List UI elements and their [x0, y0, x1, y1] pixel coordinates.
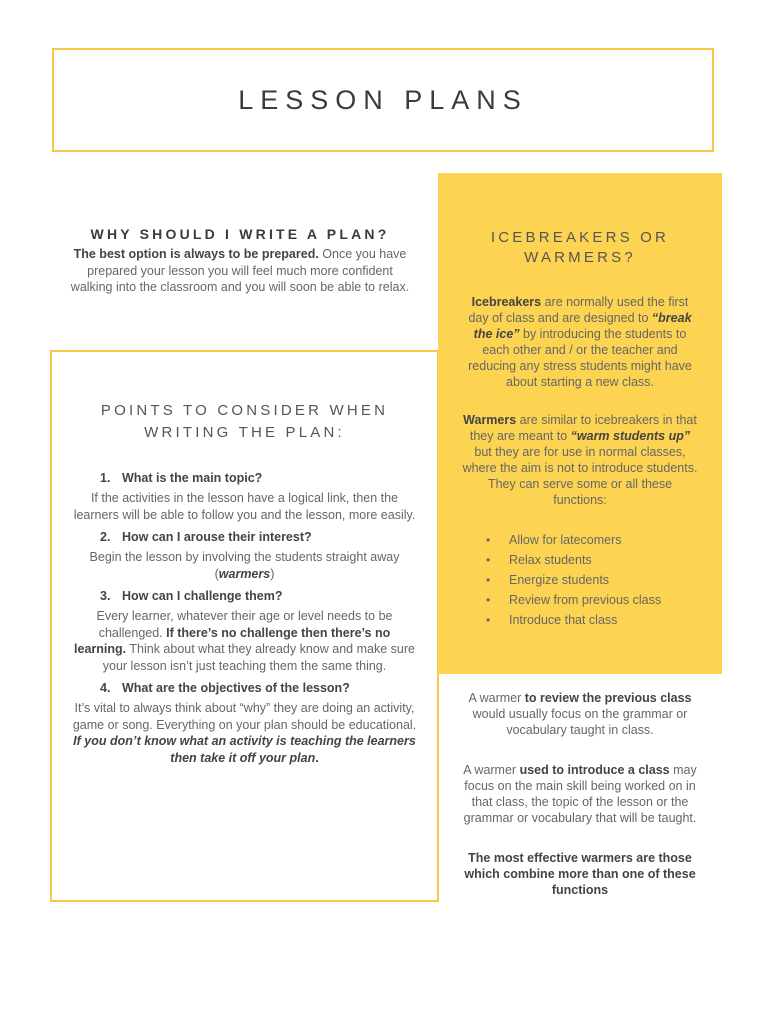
- why-bold: The best option is always to be prepared.: [73, 247, 319, 261]
- question-4-text: What are the objectives of the lesson?: [122, 681, 350, 695]
- icebreakers-text-a: are normally used the first day of class and are designed to: [468, 295, 689, 325]
- points-heading-line1: POINTS TO CONSIDER WHEN: [100, 402, 389, 419]
- bullet-icon: •: [486, 613, 491, 627]
- warmer-notes: [438, 690, 722, 922]
- list-item: [438, 610, 722, 630]
- function-label: Introduce that class: [509, 613, 618, 627]
- function-label: Relax students: [509, 553, 592, 567]
- question-2-text: How can I arouse their interest?: [122, 530, 312, 544]
- list-item: [438, 570, 722, 590]
- answer-4: [72, 700, 417, 766]
- page-title: LESSON PLANS: [238, 84, 528, 115]
- note-introduce-bold: used to introduce a class: [519, 763, 670, 777]
- list-item: [438, 550, 722, 570]
- icebreakers-quote: “break the ice”: [473, 311, 692, 341]
- icebreakers-paragraph: [460, 294, 700, 390]
- list-item: [438, 530, 722, 550]
- bullet-icon: •: [486, 533, 491, 547]
- warmers-quote: “warm students up”: [570, 429, 691, 443]
- answer-3-bold: If there’s no challenge then there’s no learning.: [74, 625, 391, 656]
- question-3: [52, 588, 437, 604]
- function-label: Energize students: [509, 573, 610, 587]
- icebreakers-term: Icebreakers: [471, 295, 542, 309]
- why-text: [70, 246, 410, 296]
- question-1: [52, 470, 437, 486]
- answer-4-em: If you don’t know what an activity is teaching the learners then take it off your plan: [73, 734, 416, 765]
- points-heading: [52, 400, 437, 444]
- why-section: [60, 226, 420, 296]
- question-1-num: 1.: [100, 471, 111, 485]
- note-review-post: would usually focus on the grammar or vocabulary taught in class.: [472, 707, 688, 737]
- question-4: [52, 680, 437, 696]
- icebreakers-heading-line1: ICEBREAKERS OR: [490, 229, 670, 246]
- note-introduce-pre: A warmer: [463, 763, 520, 777]
- answer-1: If the activities in the lesson have a logical link, then the learners will be able to follow you and the lesson, more easily.: [73, 491, 416, 522]
- answer-2-post: ): [270, 566, 275, 581]
- question-2: [52, 529, 437, 545]
- answer-4-post: .: [315, 750, 319, 765]
- title-box: [52, 48, 714, 152]
- note-introduce: [455, 762, 705, 826]
- why-body: Once you have prepared your lesson you will feel much more confident walking into the classroom and you will soon be able to relax.: [70, 247, 410, 294]
- list-item: [438, 590, 722, 610]
- answer-4-pre: It’s vital to always think about “why” they are doing an activity, game or song. Everything on your plan should be educational.: [72, 701, 417, 732]
- icebreakers-text-b: by introducing the students to each other and / or the teacher and reducing any stress students might have about starting a new class.: [468, 327, 692, 389]
- function-label: Review from previous class: [509, 593, 662, 607]
- bullet-icon: •: [486, 573, 491, 587]
- points-box: [50, 350, 439, 902]
- icebreakers-heading: [438, 228, 722, 268]
- question-1-text: What is the main topic?: [122, 471, 263, 485]
- warmers-text-a: are similar to icebreakers in that they are meant to: [469, 413, 697, 443]
- bullet-icon: •: [486, 553, 491, 567]
- answer-2-em: warmers: [218, 566, 271, 581]
- note-review-pre: A warmer: [468, 691, 525, 705]
- answer-3-post: Think about what they already know and make sure your lesson isn’t just teaching them the same thing.: [102, 642, 415, 673]
- note-introduce-post: may focus on the main skill being worked on in that class, the topic of the lesson or the grammar or vocabulary that will be taught.: [463, 763, 697, 825]
- functions-list: [438, 530, 722, 630]
- note-effective: The most effective warmers are those which combine more than one of these functions: [464, 851, 696, 897]
- warmers-text-b: but they are for use in normal classes, where the aim is not to introduce students. They can serve some or all these functions:: [462, 445, 698, 507]
- icebreakers-heading-line2: WARMERS?: [524, 249, 636, 266]
- question-3-num: 3.: [100, 589, 111, 603]
- points-heading-line2: WRITING THE PLAN:: [144, 424, 345, 441]
- answer-3-pre: Every learner, whatever their age or level needs to be challenged.: [96, 609, 393, 640]
- question-2-num: 2.: [100, 530, 111, 544]
- question-4-num: 4.: [100, 681, 111, 695]
- function-label: Allow for latecomers: [509, 533, 622, 547]
- note-review-bold: to review the previous class: [524, 691, 692, 705]
- answer-3: [72, 608, 417, 674]
- question-3-text: How can I challenge them?: [122, 589, 283, 603]
- warmers-paragraph: [460, 412, 700, 508]
- answer-2-pre: Begin the lesson by involving the students straight away (: [89, 550, 400, 581]
- note-review: [455, 690, 705, 738]
- bullet-icon: •: [486, 593, 491, 607]
- warmers-term: Warmers: [463, 413, 517, 427]
- why-heading: WHY SHOULD I WRITE A PLAN?: [90, 226, 390, 242]
- icebreakers-panel: [438, 173, 722, 674]
- answer-2: [72, 549, 417, 582]
